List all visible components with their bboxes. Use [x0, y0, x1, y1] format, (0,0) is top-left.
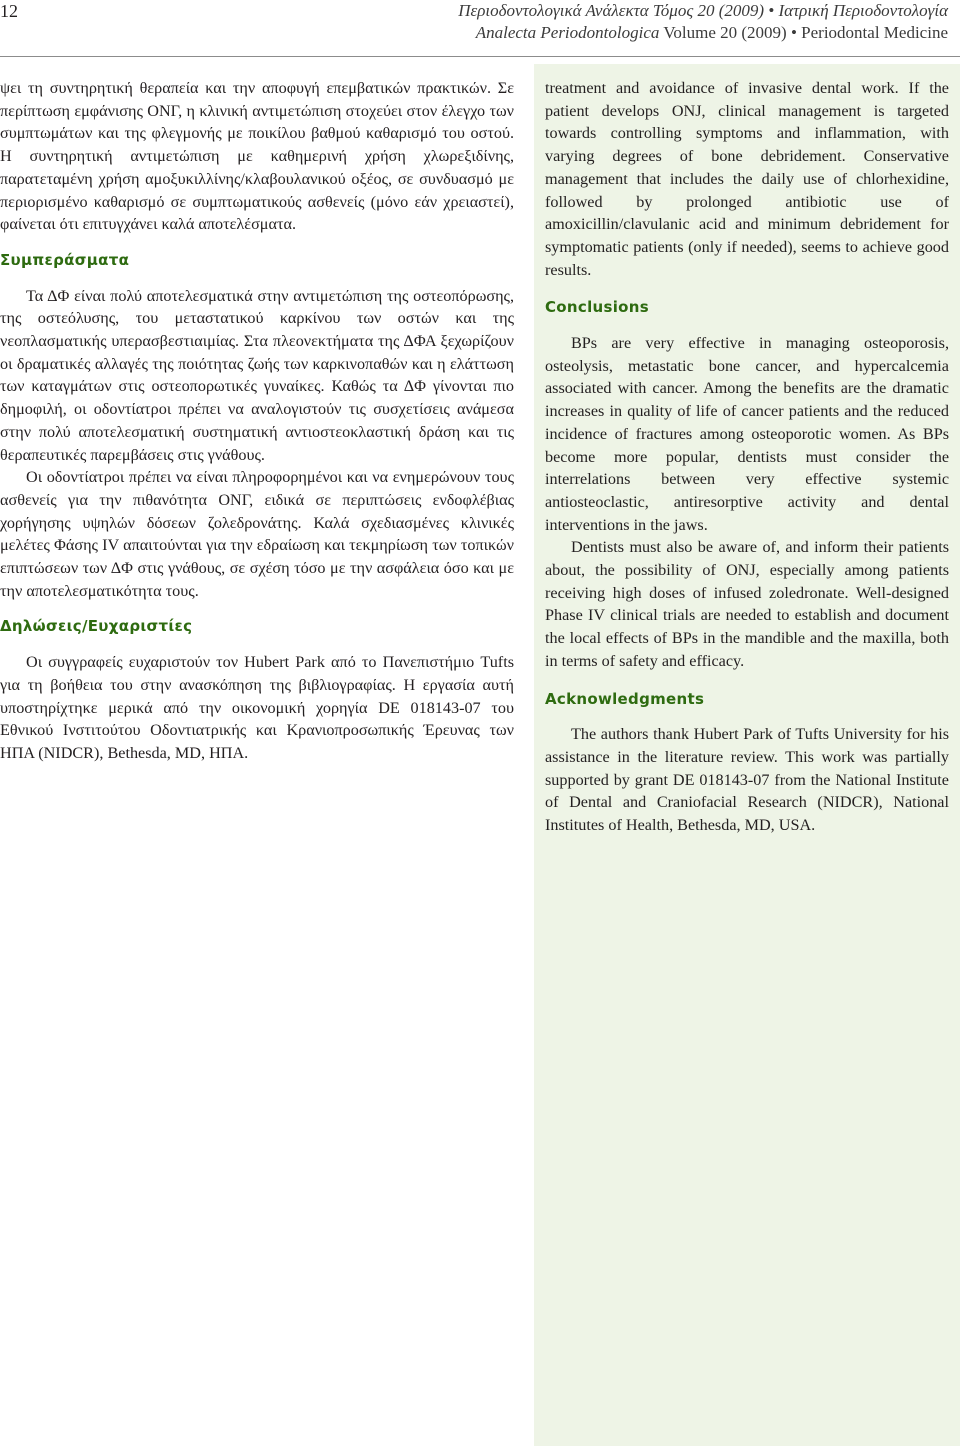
english-conclusions-paragraph-1: BPs are very effective in managing osteoporosis, osteolysis, metastatic bone cancer, and hypercalcemia associated with cancer. Among the benefits are the dramatic increases in quality of life of cancer patients and the reduced incidence of fractures among osteoporotic women. As BPs become more popular, dentists must consider the interrelations between very effective systemic antiosteoclastic, antiresorptive activity and dental interventions in the jaws.: [545, 334, 949, 534]
journal-name: Analecta Periodontologica: [475, 23, 660, 42]
running-header-english: [458, 22, 948, 44]
greek-conclusions-paragraph-2: Οι οδοντίατροι πρέπει να είναι πληροφορημένοι και να ενημερώνουν τους ασθενείς για την πιθανότητα ΟΝΓ, ειδικά σε περιπτώσεις ενδοφλέβιας χορήγησης υψηλών δόσεων ζολεδρονάτης. Καλά σχεδιασμένες κλινικές μελέτες Φάσης IV απαιτούνται για την εδραίωση και τεκμηρίωση των τοπικών επιπτώσεων των ΔΦ στις γνάθους, σε σχέση τόσο με την ασφάλεια όσο και με την αποτελεσματικότητα τους.: [0, 468, 514, 600]
greek-acknowledgments-heading: Δηλώσεις/Ευχαριστίες: [0, 617, 193, 636]
english-acknowledgments-paragraph: The authors thank Hubert Park of Tufts University for his assistance in the literature review. This work was partially supported by grant DE 018143-07 from the National Institute of Dental and Craniofacial Research (NIDCR), National Institutes of Health, Bethesda, MD, USA.: [545, 725, 949, 835]
english-conclusions-heading: Conclusions: [545, 298, 649, 317]
english-column: [545, 77, 949, 837]
english-acknowledgments-heading: Acknowledgments: [545, 689, 705, 708]
header-divider: [0, 56, 960, 57]
greek-acknowledgments-paragraph: Οι συγγραφείς ευχαριστούν τον Hubert Park από το Πανεπιστήμιο Tufts για τη βοήθεια του στην ανασκόπηση της βιβλιογραφίας. Η εργασία αυτή υποστηρίχτηκε μερικά από την οικονομική χορηγία DE 018143-07 του Εθνικού Ινστιτούτου Οδοντιατρικής και Κρανιοπροσωπικής Έρευνας των ΗΠΑ (NIDCR), Bethesda, MD, ΗΠΑ.: [0, 653, 514, 762]
page-number: 12: [0, 1, 18, 21]
running-header-greek: Περιοδοντολογικά Ανάλεκτα Τόμος 20 (2009) • Ιατρική Περιοδοντολογία: [458, 1, 948, 20]
english-conclusions-paragraph-2: Dentists must also be aware of, and inform their patients about, the possibility of ONJ, especially among patients receiving high doses of infused zoledronate. Well-designed Phase IV clinical trials are needed to establish and document the local effects of BPs in the mandible and the maxilla, both in terms of safety and efficacy.: [545, 538, 949, 670]
greek-conclusions-heading: Συμπεράσματα: [0, 250, 130, 269]
greek-column: [0, 77, 514, 765]
greek-conclusions-paragraph-1: Τα ΔΦ είναι πολύ αποτελεσματικά στην αντιμετώπιση της οστεοπόρωσης, της οστεόλυσης, του μεταστατικού καρκίνου των οστών και της νεοπλασματικής υπερασβεστιαιμίας. Στα πλεονεκτήματα της ΔΦΑ ξεχωρίζουν οι δραματικές αλλαγές της ποιότητας ζωής των καρκινοπαθών και η ελάττωση των καταγμάτων στις οστεοπορωτικές γυναίκες. Καθώς τα ΔΦ γίνονται πιο δημοφιλή, οι οδοντίατροι πρέπει να αναλογιστούν τις συσχετίσεις ανάμεσα στην πολύ αποτελεσματική συστηματική αντιοστεοκλαστική δράση και τις θεραπευτικές παρεμβάσεις στις γνάθους.: [0, 286, 514, 464]
greek-intro-paragraph: ψει τη συντηρητική θεραπεία και την αποφυγή επεμβατικών πρακτικών. Σε περίπτωση εμφάνισης ΟΝΓ, η κλινική αντιμετώπιση στοχεύει στον έλεγχο των συμπτωμάτων και της φλεγμονής με ποικίλου βαθμού καθαρισμό του οστού. Η συντηρητική αντιμετώπιση με καθημερινή χρήση χλωρεξιδίνης, παρατεταμένη χρήση αμοξυκιλλίνης/κλαβουλανικού οξέος, σε συνδυασμό με περιορισμένο καθαρισμό σε συμπτωματικούς ασθενείς (μόνο εάν χρειαστεί), φαίνεται ότι επιτυγχάνει καλά αποτελέσματα.: [0, 79, 514, 234]
volume-info: Volume 20 (2009) • Periodontal Medicine: [659, 23, 948, 42]
english-intro-paragraph: treatment and avoidance of invasive dental work. If the patient develops ONJ, clinical management is targeted towards controlling symptoms and inflammation, with varying degrees of bone debridement. Conservative management that includes the daily use of chlorhexidine, followed by prolonged antibiotic use of amoxicillin/clavulanic acid and minimum debridement for symptomatic patients (only if needed), seems to achieve good results.: [545, 79, 949, 279]
running-header: [458, 0, 948, 44]
